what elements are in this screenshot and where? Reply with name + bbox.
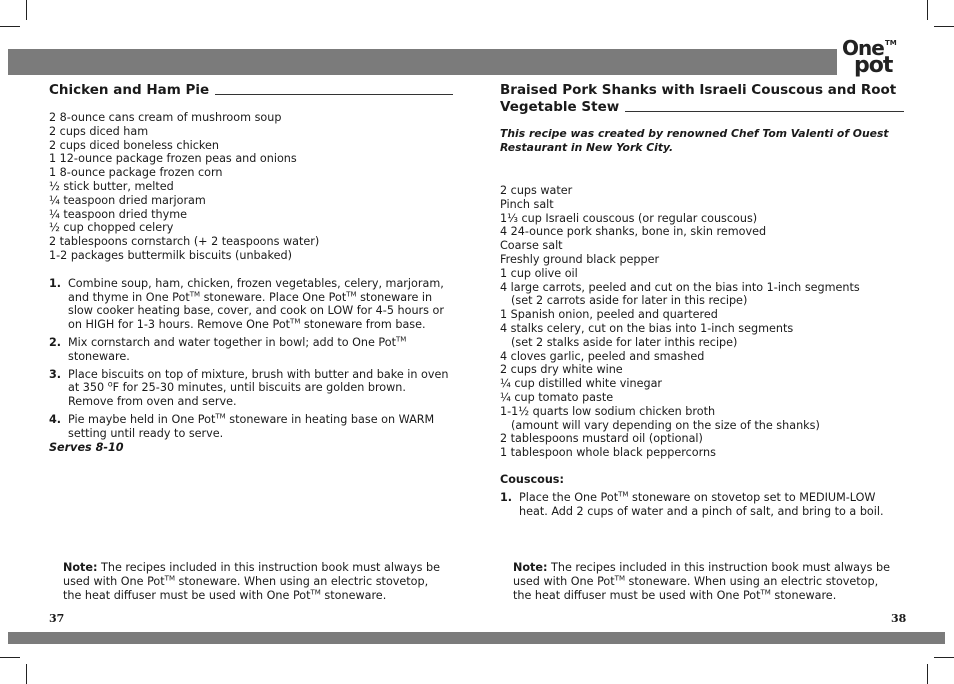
degree-mark: o: [107, 379, 113, 389]
step-text: Place the One Pot: [519, 490, 619, 504]
tm-mark: TM: [310, 587, 321, 596]
ingredient-note: (amount will vary depending on the size of the shanks): [511, 418, 820, 432]
step-text: stoneware. Place One Pot: [200, 290, 347, 304]
ingredient: Freshly ground black pepper: [500, 252, 660, 266]
step-text: Place biscuits on top of mixture, brush with butter and bake in oven at 350: [68, 367, 449, 395]
ingredient-list: [500, 184, 904, 460]
ingredient-note: (set 2 carrots aside for later in this recipe): [511, 294, 748, 308]
ingredient: ¼ cup tomato paste: [500, 390, 614, 404]
step-text: Pie maybe held in One Pot: [68, 412, 216, 426]
title-rule: [625, 111, 904, 112]
step-text: stoneware on stovetop set to MEDIUM-LOW heat. Add 2 cups of water and a pinch of salt, and bring to a boil.: [519, 490, 884, 518]
serves-text: Serves 8-10: [49, 440, 124, 454]
crop-mark: [934, 26, 954, 27]
ingredient: 2 tablespoons cornstarch (+ 2 teaspoons water): [49, 235, 320, 249]
tm-mark: TM: [189, 289, 201, 298]
ingredient: 1⅓ cup Israeli couscous (or regular couscous): [500, 211, 758, 225]
step-text: stoneware in slow cooker heating base, cover, and cook on LOW for 4-5 hours or on HIGH for 1-3 hours. Remove One Pot: [68, 290, 444, 332]
ingredient: ¼ teaspoon dried thyme: [49, 207, 188, 221]
ingredient: 2 8-ounce cans cream of mushroom soup: [49, 111, 282, 124]
tm-mark: TM: [346, 289, 357, 298]
ingredient: 2 cups diced boneless chicken: [49, 138, 219, 152]
left-page: [49, 82, 453, 454]
crop-mark: [0, 657, 20, 658]
footer-band: [8, 632, 945, 644]
ingredient: 4 24-ounce pork shanks, bone in, skin removed: [500, 225, 767, 239]
step: [500, 491, 904, 519]
crop-mark: [0, 26, 20, 27]
ingredient: 4 stalks celery, cut on the bias into 1-inch segments: [500, 321, 794, 335]
ingredient: 2 tablespoons mustard oil (optional): [500, 432, 703, 446]
step-text: stoneware from base.: [300, 318, 426, 332]
tm-mark: TM: [396, 335, 407, 344]
ingredient: 2 cups water: [500, 184, 573, 197]
couscous-heading: Couscous:: [500, 472, 564, 486]
logo-tm: TM: [885, 39, 897, 47]
ingredient: 2 cups dry white wine: [500, 363, 623, 377]
step-number: 1.: [49, 276, 62, 290]
note-text: The recipes included in this instruction book must always be used with One Pot: [513, 561, 890, 588]
step-text: Mix cornstarch and water together in bowl; add to One Pot: [68, 335, 397, 349]
ingredient: ¼ teaspoon dried marjoram: [49, 193, 206, 207]
tm-mark: TM: [614, 574, 625, 583]
page-number-right: 38: [891, 612, 907, 625]
step-number: 4.: [49, 412, 62, 426]
ingredient: ½ cup chopped celery: [49, 221, 174, 235]
page-number-left: 37: [49, 612, 65, 625]
ingredient: 2 cups diced ham: [49, 124, 149, 138]
chef-credit: This recipe was created by renowned Chef Tom Valenti of Ouest Restaurant in New York City.: [500, 127, 889, 154]
ingredient: ½ stick butter, melted: [49, 179, 174, 193]
crop-mark: [927, 664, 928, 684]
note-text: stoneware. When using an electric stovetop, the heat diffuser must be used with One Pot: [63, 574, 429, 602]
note-label: Note:: [513, 561, 548, 574]
step-text: F for 25-30 minutes, until biscuits are golden brown. Remove from oven and serve.: [68, 381, 406, 409]
ingredient: 4 large carrots, peeled and cut on the bias into 1-inch segments: [500, 280, 860, 294]
step-number: 1.: [500, 490, 513, 504]
ingredient-note: (set 2 stalks aside for later inthis recipe): [511, 335, 738, 349]
note-right: [513, 561, 898, 602]
recipe-title-row: [49, 82, 453, 99]
crop-mark: [26, 0, 27, 20]
note-text: stoneware. When using an electric stovetop, the heat diffuser must be used with One Pot: [513, 574, 879, 602]
logo-bottom-text: pot: [854, 53, 893, 78]
ingredient: Pinch salt: [500, 197, 554, 211]
ingredient: 1 8-ounce package frozen corn: [49, 166, 223, 180]
note-left: [63, 561, 448, 602]
recipe-title-row: [500, 99, 904, 116]
ingredient: ¼ cup distilled white vinegar: [500, 377, 663, 391]
ingredient: 1-2 packages buttermilk biscuits (unbaked): [49, 248, 292, 262]
title-rule: [215, 94, 453, 95]
tm-mark: TM: [215, 412, 226, 421]
header-band: [8, 49, 837, 75]
step-number: 2.: [49, 335, 62, 349]
ingredient: Coarse salt: [500, 239, 563, 253]
step: [49, 336, 453, 364]
ingredient: 1 tablespoon whole black peppercorns: [500, 446, 716, 460]
tm-mark: TM: [618, 490, 629, 498]
crop-mark: [26, 664, 27, 684]
step-text: Combine soup, ham, chicken, frozen vegetables, celery, marjoram, and thyme in One Pot: [68, 276, 444, 304]
couscous-steps: [500, 491, 904, 519]
ingredient-list: [49, 111, 453, 263]
tm-mark: TM: [164, 574, 175, 583]
step: [49, 368, 453, 409]
ingredient: 1-1½ quarts low sodium chicken broth: [500, 404, 716, 418]
step-text: stoneware in heating base on WARM setting until ready to serve.: [68, 412, 435, 440]
note-text: stoneware.: [770, 588, 837, 602]
ingredient: 1 12-ounce package frozen peas and onions: [49, 152, 297, 166]
note-text: The recipes included in this instruction book must always be used with One Pot: [63, 561, 440, 588]
one-pot-logo: [842, 38, 898, 80]
step: [49, 277, 453, 332]
tm-mark: TM: [290, 317, 301, 326]
note-text: stoneware.: [320, 588, 387, 602]
step-number: 3.: [49, 367, 62, 381]
right-page: [500, 82, 904, 522]
tm-mark: TM: [760, 587, 771, 596]
recipe-title: Chicken and Ham Pie: [49, 82, 210, 98]
recipe-title-line-2: Vegetable Stew: [500, 99, 620, 115]
instruction-steps: [49, 277, 453, 441]
crop-mark: [927, 0, 928, 20]
note-label: Note:: [63, 561, 98, 574]
logo-top-text: One: [842, 36, 884, 60]
ingredient: 1 Spanish onion, peeled and quartered: [500, 308, 718, 322]
ingredient: 1 cup olive oil: [500, 266, 578, 280]
step-text: stoneware.: [68, 349, 130, 363]
crop-mark: [934, 657, 954, 658]
ingredient: 4 cloves garlic, peeled and smashed: [500, 349, 705, 363]
recipe-title-line-1: Braised Pork Shanks with Israeli Couscous and Root: [500, 82, 897, 98]
step: [49, 413, 453, 441]
